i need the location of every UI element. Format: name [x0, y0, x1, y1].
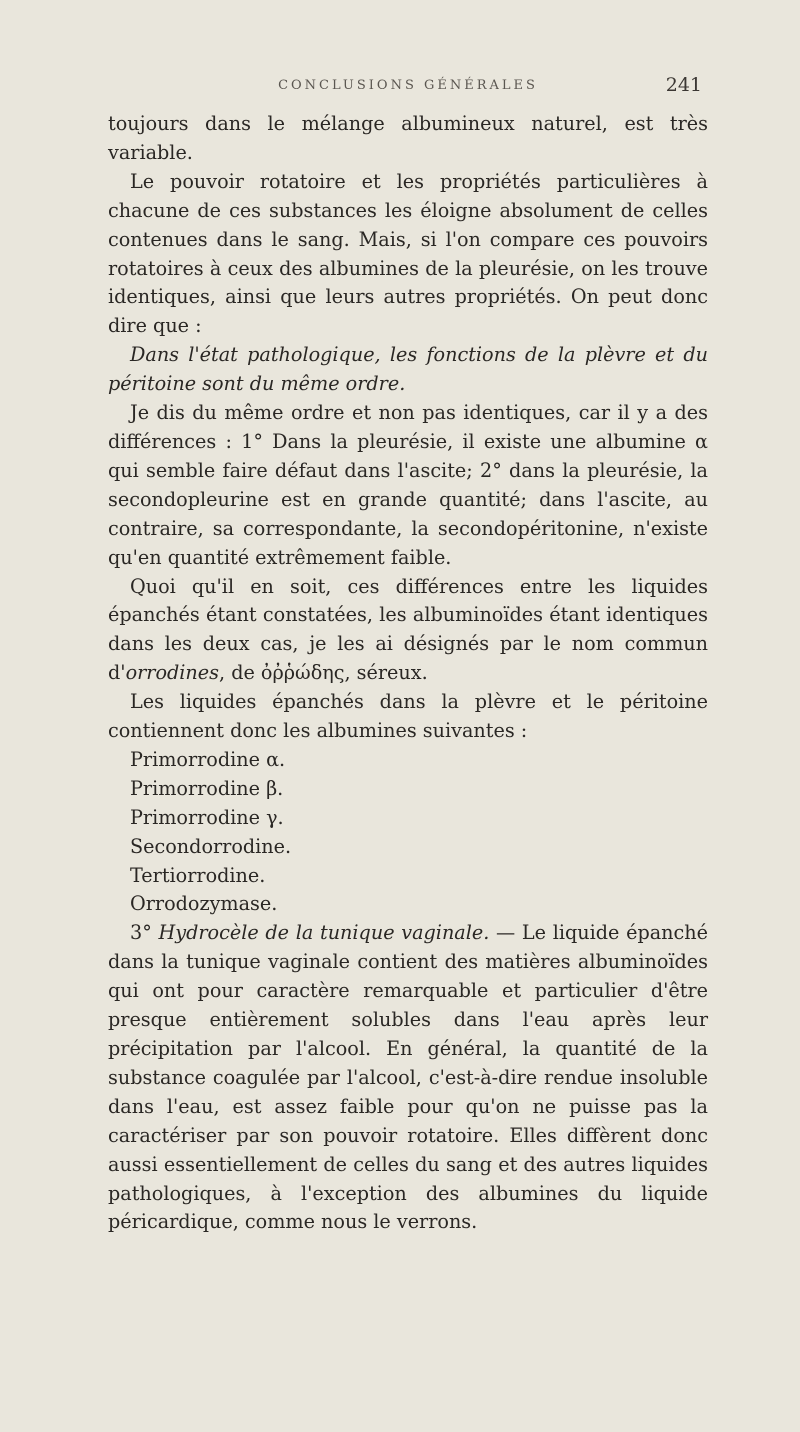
italic-conclusion: Dans l'état pathologique, les fonctions de la plèvre et du péritoine sont du même ordre.: [108, 343, 708, 396]
paragraph-differences: Je dis du même ordre et non pas identiques, car il y a des différences : 1° Dans la pleurésie, il existe une albumine α qui semble faire défaut dans l'ascite; 2° dans la pleurésie, la secondopleurine est en grande quantité; dans l'ascite, au contraire, sa correspondante, la secondopéritonine, n'existe qu'en quantité extrêmement faible.: [108, 401, 708, 569]
albumin-list-item: Primorrodine β.: [130, 776, 284, 800]
albumin-list-item: Tertiorrodine.: [130, 863, 266, 887]
section-title-hydrocele: Hydrocèle de la tunique vaginale.: [158, 921, 490, 945]
paragraph-orrodines: [108, 573, 708, 689]
orrodines-text-before: Quoi qu'il en soit, ces différences entre les liquides épanchés étant constatées, les albuminoïdes étant identiques dans les deux cas, je les ai désignés par le nom commun d': [108, 574, 708, 685]
albumin-list-item: Primorrodine α.: [130, 747, 286, 771]
albumin-list-item: Orrodozymase.: [130, 892, 278, 916]
paragraph-hydrocele: [108, 919, 708, 1237]
running-header: [108, 68, 708, 98]
paragraph-continuation: toujours dans le mélange albumineux naturel, est très variable.: [108, 112, 708, 164]
page-number: 241: [665, 74, 702, 96]
paragraph-albumins-intro: Les liquides épanchés dans la plèvre et le péritoine contiennent donc les albumines suivantes :: [108, 690, 708, 743]
albumin-list-item: Secondorrodine.: [130, 834, 292, 858]
orrodines-term: orrodines: [125, 661, 219, 685]
hydrocele-text: — Le liquide épanché dans la tunique vaginale contient des matières albuminoïdes qui ont pour caractère remarquable et particulier d'être presque entièrement solubles dans l'eau après leur précipitation par l'alcool. En général, la quantité de la substance coagulée par l'alcool, c'est-à-dire rendue insoluble dans l'eau, est assez faible pour qu'on ne puisse pas la caractériser par son pouvoir rotatoire. Elles diffèrent donc aussi essentiellement de celles du sang et des autres liquides pathologiques, à l'exception des albumines du liquide péricardique, comme nous le verrons.: [108, 921, 708, 1234]
albumin-list-item: Primorrodine γ.: [130, 805, 284, 829]
orrodines-text-after: , de ὀῤῥώδης, séreux.: [219, 661, 428, 685]
running-title: CONCLUSIONS GÉNÉRALES: [278, 78, 538, 93]
paragraph-rotatory-power: Le pouvoir rotatoire et les propriétés particulières à chacune de ces substances les éloigne absolument de celles contenues dans le sang. Mais, si l'on compare ces pouvoirs rotatoires à ceux des albumines de la pleurésie, on les trouve identiques, ainsi que leurs autres propriétés. On peut donc dire que :: [108, 169, 708, 338]
section-number: 3°: [130, 921, 152, 945]
paragraph-conclusion-italic: [108, 341, 708, 399]
body-text: [108, 110, 708, 1237]
